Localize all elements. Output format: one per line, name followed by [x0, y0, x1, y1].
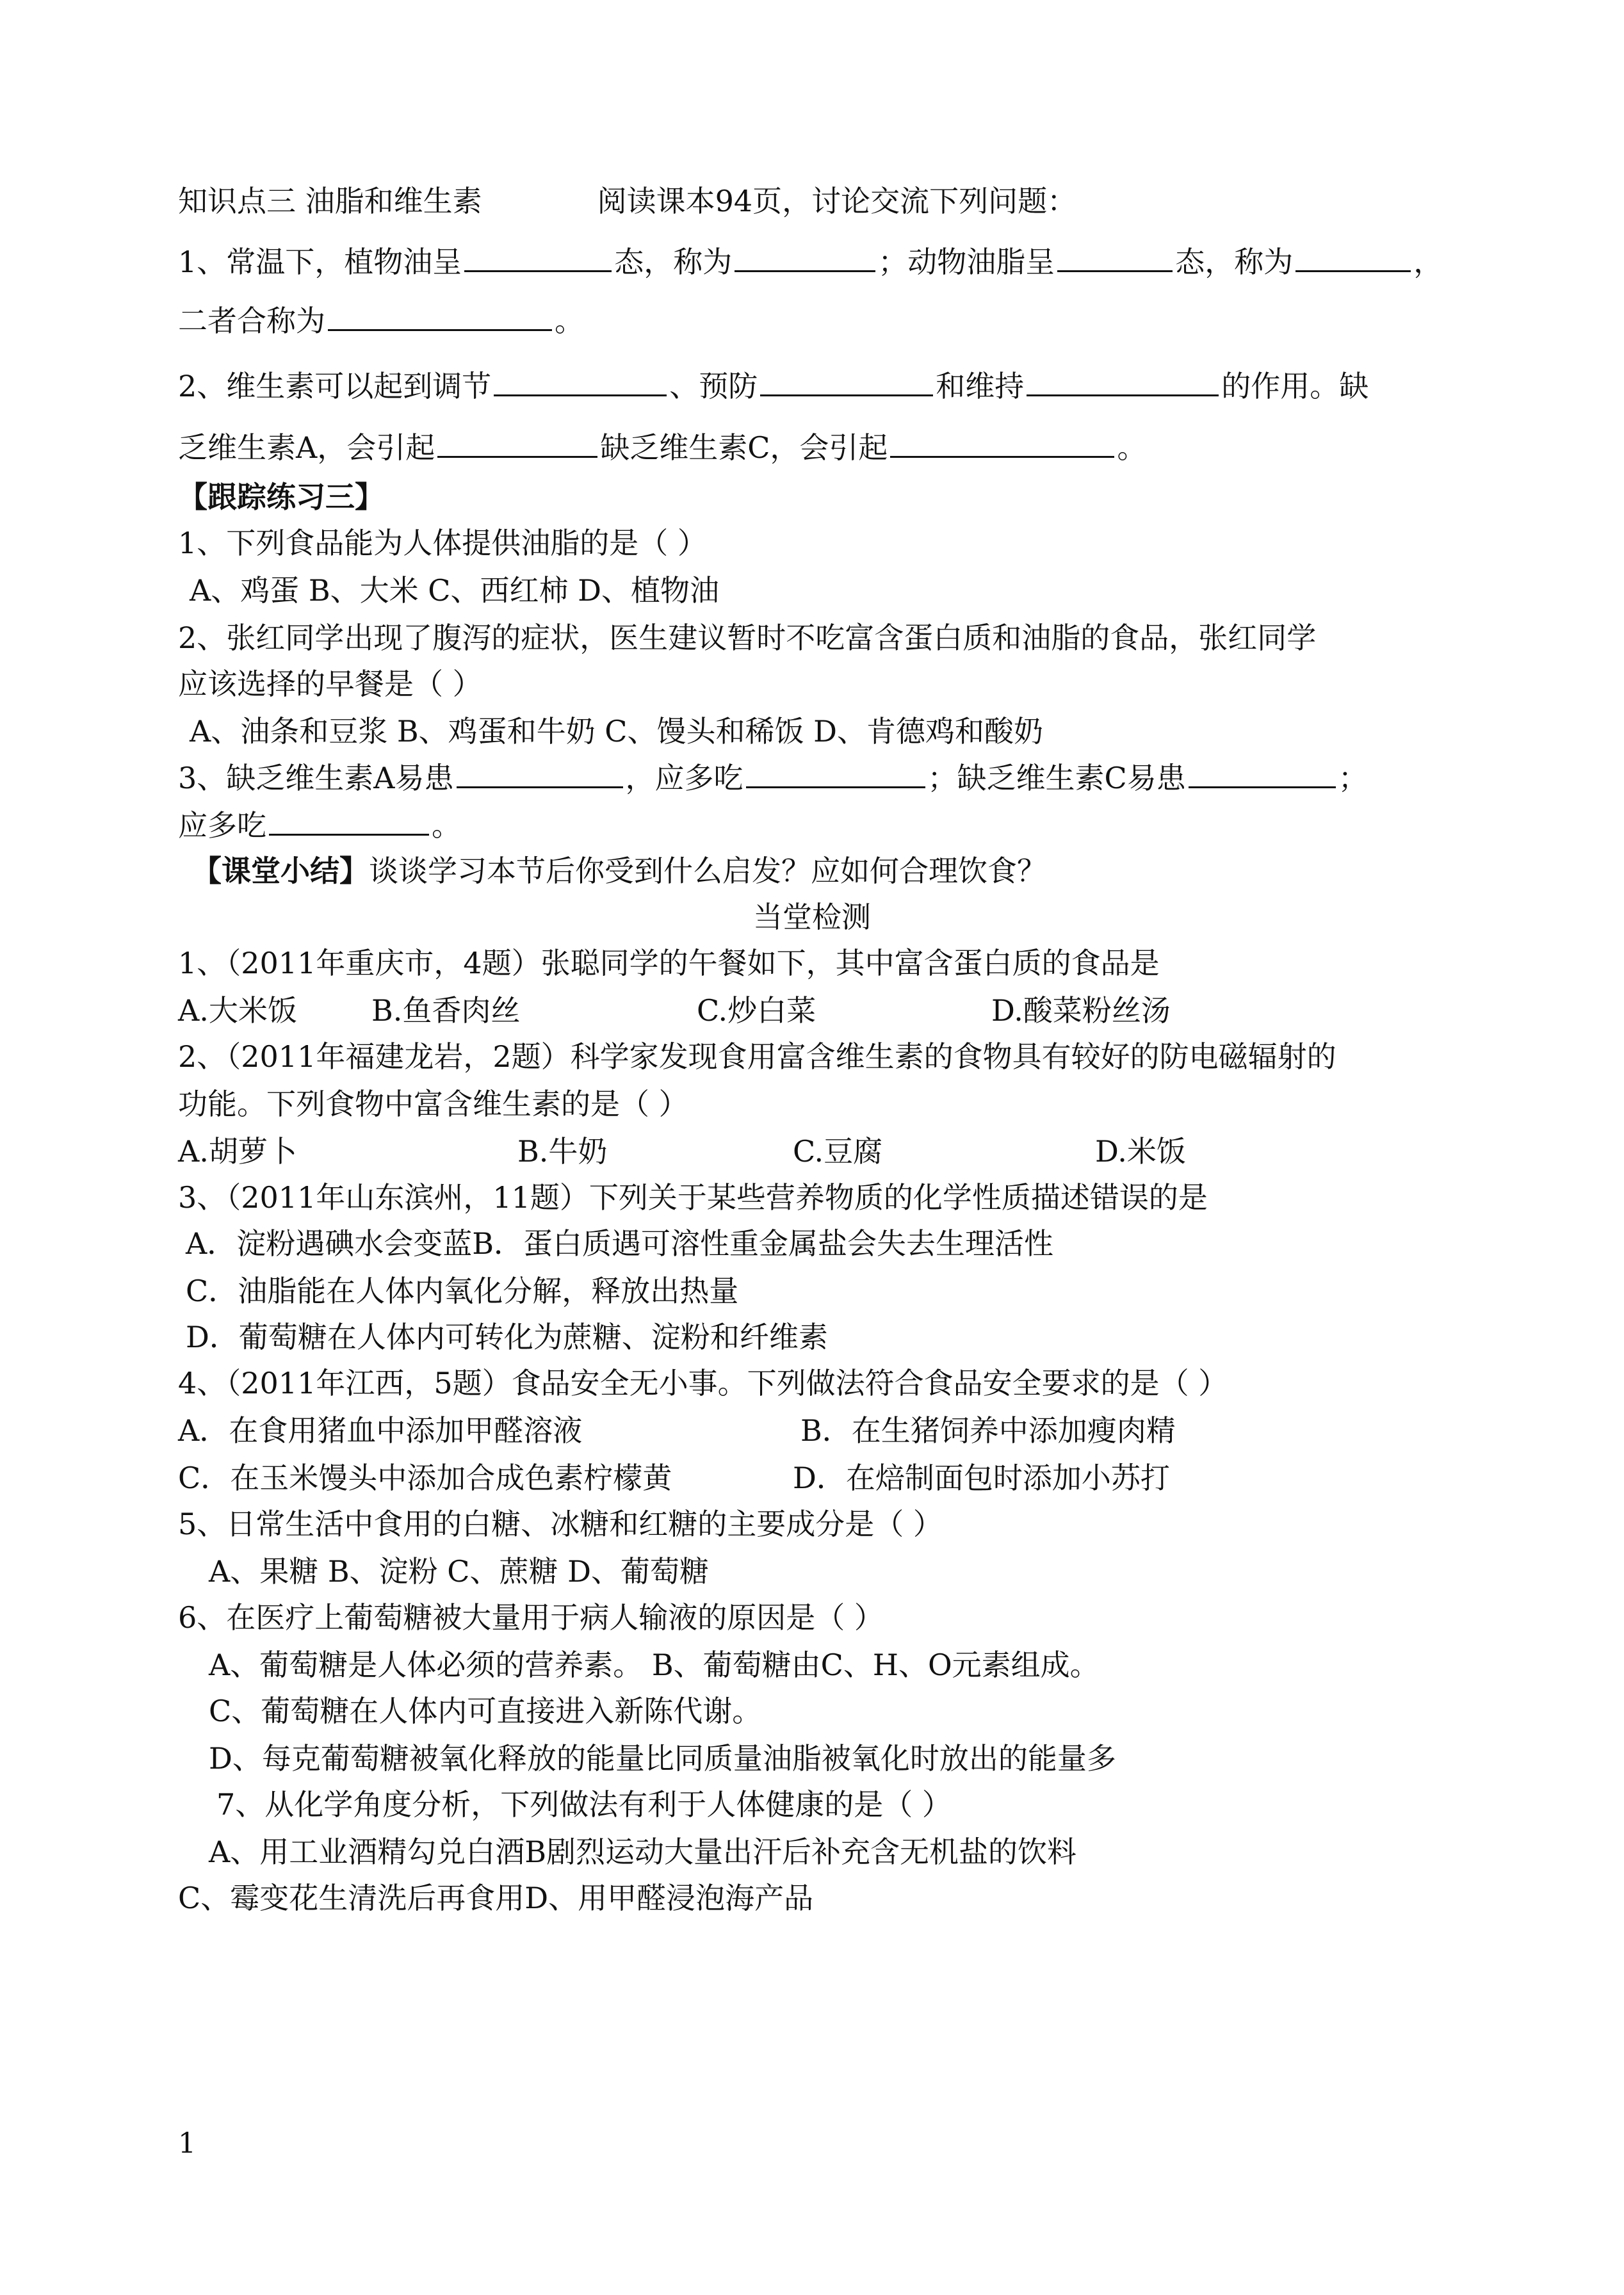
- test-q6-option-d: D、每克葡萄糖被氧化释放的能量比同质量油脂被氧化时放出的能量多: [209, 1741, 1116, 1776]
- practice-q2-line1: 2、张红同学出现了腹泻的症状，医生建议暂时不吃富含蛋白质和油脂的食品，张红同学: [178, 620, 1317, 655]
- pq3-text-a: 3、缺乏维生素A易患: [178, 761, 454, 795]
- test-q4-option-a: A．在食用猪血中添加甲醛溶液: [178, 1413, 583, 1448]
- answer-blank: [1057, 242, 1173, 272]
- practice-heading: 【跟踪练习三】: [178, 480, 384, 514]
- pq3-text-f: 。: [432, 808, 461, 843]
- test-q4: 4、（2011年江西，5题）食品安全无小事。下列做法符合食品安全要求的是（ ）: [178, 1366, 1228, 1400]
- test-q4-option-d: D．在焙制面包时添加小苏打: [793, 1461, 1170, 1495]
- section-instruction: 阅读课本94页，讨论交流下列问题：: [597, 184, 1077, 218]
- class-summary: [192, 852, 1483, 890]
- test-q3-option-c: C．油脂能在人体内氧化分解，释放出热量: [186, 1274, 739, 1308]
- test-q1-option-d: D.酸菜粉丝汤: [991, 993, 1171, 1028]
- practice-q2-line2: 应该选择的早餐是（ ）: [178, 667, 482, 701]
- q2-text-g: 。: [1117, 430, 1147, 465]
- practice-q1-options: A、鸡蛋 B、大米 C、西红柿 D、植物油: [190, 573, 719, 608]
- q2-text-e: 乏维生素A，会引起: [178, 430, 435, 465]
- fill-question-1-line2: [178, 301, 1483, 340]
- pq3-text-d: ；: [1338, 761, 1368, 795]
- test-q1-option-c: C.炒白菜: [697, 993, 816, 1028]
- answer-blank: [1295, 242, 1411, 272]
- test-q7-option-ab: A、用工业酒精勾兑白酒B剧烈运动大量出汗后补充含无机盐的饮料: [209, 1835, 1077, 1869]
- q2-text-c: 和维持: [936, 369, 1025, 403]
- q1-text-c: ；动物油脂呈: [878, 245, 1055, 279]
- test-q4-option-b: B．在生猪饲养中添加瘦肉精: [800, 1413, 1176, 1448]
- q1-text-d: 态，称为: [1175, 245, 1294, 279]
- section-title-line: [178, 182, 1483, 220]
- test-q2-line2: 功能。下列食物中富含维生素的是（ ）: [178, 1087, 688, 1121]
- fill-question-2-line2: [178, 428, 1483, 467]
- practice-q3: [178, 758, 1483, 797]
- practice-q1: 1、下列食品能为人体提供油脂的是（ ）: [178, 526, 707, 560]
- q1-text-b: 态，称为: [614, 245, 733, 279]
- test-q1-option-b: B.鱼香肉丝: [371, 993, 521, 1028]
- test-q2-line1: 2、（2011年福建龙岩，2题）科学家发现食用富含维生素的食物具有较好的防电磁辐射的: [178, 1039, 1336, 1074]
- test-q2-option-d: D.米饭: [1095, 1134, 1186, 1169]
- q1-text-e: ，: [1413, 245, 1443, 279]
- q1-text-f: 二者合称为: [178, 304, 325, 338]
- answer-blank: [1189, 758, 1336, 788]
- answer-blank: [464, 242, 612, 272]
- test-q6: 6、在医疗上葡萄糖被大量用于病人输液的原因是（ ）: [178, 1600, 884, 1635]
- test-q2-option-a: A.胡萝卜: [178, 1134, 297, 1169]
- test-q3-option-ab: A．淀粉遇碘水会变蓝B．蛋白质遇可溶性重金属盐会失去生理活性: [186, 1226, 1054, 1261]
- test-q5: 5、日常生活中食用的白糖、冰糖和红糖的主要成分是（ ）: [178, 1507, 943, 1541]
- test-q7-option-cd: C、霉变花生清洗后再食用D、用甲醛浸泡海产品: [178, 1881, 814, 1915]
- answer-blank: [328, 301, 552, 331]
- test-q2-option-b: B.牛奶: [517, 1134, 608, 1169]
- q2-text-d: 的作用。缺: [1221, 369, 1369, 403]
- answer-blank: [890, 428, 1114, 458]
- test-q1-option-a: A.大米饭: [178, 993, 297, 1028]
- answer-blank: [735, 242, 875, 272]
- answer-blank: [437, 428, 597, 458]
- practice-q3-line2: [178, 806, 1483, 845]
- test-q5-options: A、果糖 B、淀粉 C、蔗糖 D、葡萄糖: [209, 1554, 709, 1589]
- answer-blank: [269, 806, 429, 836]
- q2-text-b: 、预防: [669, 369, 758, 403]
- pq3-text-e: 应多吃: [178, 808, 266, 843]
- practice-q2-options: A、油条和豆浆 B、鸡蛋和牛奶 C、馒头和稀饭 D、肯德鸡和酸奶: [190, 714, 1043, 749]
- summary-heading: 【课堂小结】: [192, 854, 369, 888]
- pq3-text-c: ；缺乏维生素C易患: [927, 761, 1186, 795]
- test-q2-option-c: C.豆腐: [793, 1134, 883, 1169]
- pq3-text-b: ，应多吃: [625, 761, 743, 795]
- test-q7: 7、从化学角度分析，下列做法有利于人体健康的是（ ）: [216, 1787, 952, 1822]
- fill-question-1: [178, 242, 1483, 281]
- answer-blank: [1027, 366, 1219, 396]
- q1-text-a: 1、常温下，植物油呈: [178, 245, 462, 279]
- section-title: 知识点三 油脂和维生素: [178, 184, 482, 218]
- page-number: 1: [178, 2127, 196, 2160]
- test-q1: 1、（2011年重庆市，4题）张聪同学的午餐如下，其中富含蛋白质的食品是: [178, 946, 1160, 980]
- test-q3: 3、（2011年山东滨州，11题）下列关于某些营养物质的化学性质描述错误的是: [178, 1180, 1208, 1215]
- q2-text-a: 2、维生素可以起到调节: [178, 369, 492, 403]
- test-q6-option-ab: A、葡萄糖是人体必须的营养素。 B、葡萄糖由C、H、O元素组成。: [209, 1648, 1100, 1682]
- test-heading: 当堂检测: [753, 900, 871, 934]
- q2-text-f: 缺乏维生素C，会引起: [600, 430, 888, 465]
- test-q4-option-c: C．在玉米馒头中添加合成色素柠檬黄: [178, 1461, 672, 1495]
- q1-text-g: 。: [555, 304, 584, 338]
- answer-blank: [457, 758, 623, 788]
- test-q3-option-d: D．葡萄糖在人体内可转化为蔗糖、淀粉和纤维素: [186, 1320, 828, 1354]
- answer-blank: [746, 758, 925, 788]
- fill-question-2: [178, 366, 1483, 405]
- summary-text: 谈谈学习本节后你受到什么启发？应如何合理饮食？: [369, 854, 1046, 888]
- answer-blank: [494, 366, 667, 396]
- test-q6-option-c: C、葡萄糖在人体内可直接进入新陈代谢。: [209, 1694, 762, 1728]
- answer-blank: [760, 366, 933, 396]
